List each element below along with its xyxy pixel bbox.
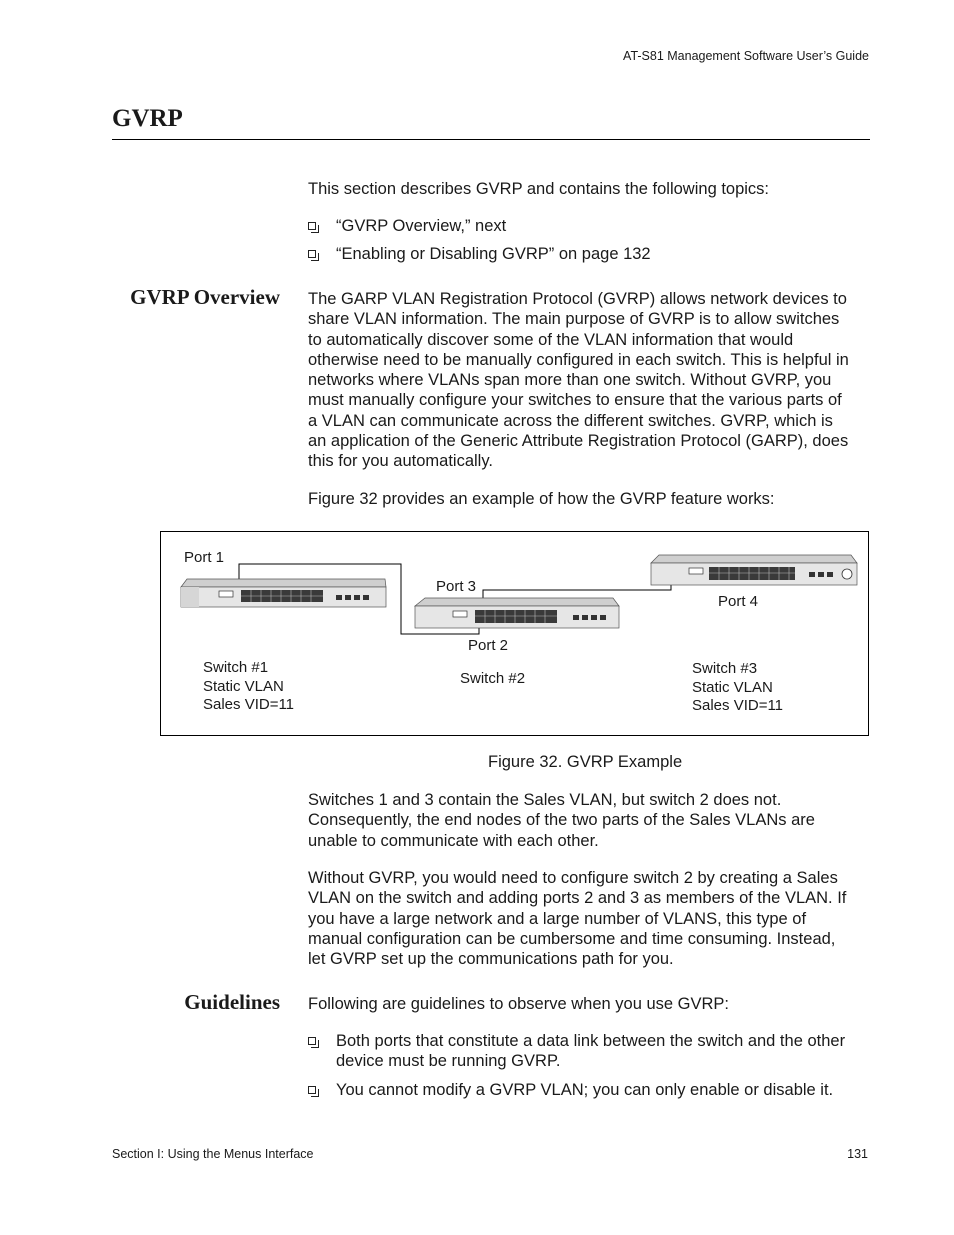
figure-caption: Figure 32. GVRP Example	[488, 753, 683, 771]
text-line: Both ports that constitute a data link between the switch and the other	[336, 1032, 846, 1050]
section-title: GVRP	[112, 105, 183, 132]
text-line: must manually configure your switches to ensure that the various parts of	[308, 391, 842, 410]
text-line: otherwise need to be manually configured in each switch. This is helpful in	[308, 350, 849, 369]
switch-2-label: Switch #2	[460, 670, 526, 687]
checkbox-bullet-icon	[308, 1086, 316, 1094]
paragraph-switches	[308, 790, 870, 851]
guideline-text	[336, 1031, 870, 1072]
guideline-item	[308, 1080, 870, 1102]
footer-section: Section I: Using the Menus Interface	[112, 1147, 314, 1161]
switch-3-icon	[651, 555, 857, 585]
topic-link[interactable]: “GVRP Overview,” next	[336, 217, 507, 235]
text-line: Switches 1 and 3 contain the Sales VLAN, but switch 2 does not.	[308, 791, 782, 809]
text-line: manual configuration can be cumbersome and time consuming. Instead,	[308, 929, 836, 948]
checkbox-bullet-icon	[308, 1037, 316, 1045]
guidelines-intro: Following are guidelines to observe when you use GVRP:	[308, 995, 729, 1013]
topic-item	[308, 244, 870, 266]
checkbox-bullet-icon	[308, 250, 316, 258]
switch-1-label: Switch #1 Static VLAN Sales VID=11	[203, 659, 295, 713]
figure-intro: Figure 32 provides an example of how the GVRP feature works:	[308, 490, 775, 508]
text-line: you have a large network and a large number of VLANS, this type of	[308, 909, 807, 928]
text-line: to automatically discover some of the VLAN information that would	[308, 330, 794, 349]
text-line: share VLAN information. The main purpose of GVRP is to allow switches	[308, 310, 840, 329]
overview-paragraph	[308, 289, 870, 472]
text-line: VLAN on the switch and adding ports 2 and 3 as members of the VLAN. If	[308, 889, 847, 908]
paragraph-without-gvrp	[308, 868, 870, 969]
text-line: this for you automatically.	[308, 452, 493, 471]
port-1-label: Port 1	[184, 549, 225, 566]
overview-heading: GVRP Overview	[130, 285, 280, 309]
page-number: 131	[847, 1147, 868, 1161]
port-3-label: Port 3	[436, 578, 477, 595]
running-header: AT-S81 Management Software User’s Guide	[623, 49, 869, 63]
text-line: a VLAN can communicate across the different switches. GVRP, which is	[308, 411, 833, 430]
topic-item	[308, 216, 870, 238]
text-line: Without GVRP, you would need to configure switch 2 by creating a Sales	[308, 869, 838, 887]
switch-2-icon	[415, 598, 619, 628]
intro-text: This section describes GVRP and contains the following topics:	[308, 180, 770, 198]
port-4-label: Port 4	[718, 593, 759, 610]
text-line: let GVRP set up the communications path for you.	[308, 950, 674, 969]
title-rule	[112, 139, 870, 140]
switch-1-icon	[181, 579, 386, 607]
checkbox-bullet-icon	[308, 222, 316, 230]
text-line: unable to communicate with each other.	[308, 831, 599, 850]
guideline-item	[308, 1031, 870, 1073]
guidelines-heading: Guidelines	[184, 990, 280, 1014]
guideline-text: You cannot modify a GVRP VLAN; you can only enable or disable it.	[336, 1081, 834, 1099]
port-2-label: Port 2	[468, 637, 509, 654]
topic-link[interactable]: “Enabling or Disabling GVRP” on page 132	[336, 245, 651, 263]
text-line: Consequently, the end nodes of the two parts of the Sales VLANs are	[308, 811, 815, 830]
text-line: The GARP VLAN Registration Protocol (GVRP) allows network devices to	[308, 290, 847, 308]
gvrp-figure	[160, 531, 869, 736]
text-line: networks where VLANs span more than one switch. Without GVRP, you	[308, 371, 832, 390]
text-line: device must be running GVRP.	[336, 1052, 561, 1071]
switch-3-label: Switch #3 Static VLAN Sales VID=11	[692, 660, 784, 714]
text-line: an application of the Generic Attribute Registration Protocol (GARP), does	[308, 432, 849, 451]
